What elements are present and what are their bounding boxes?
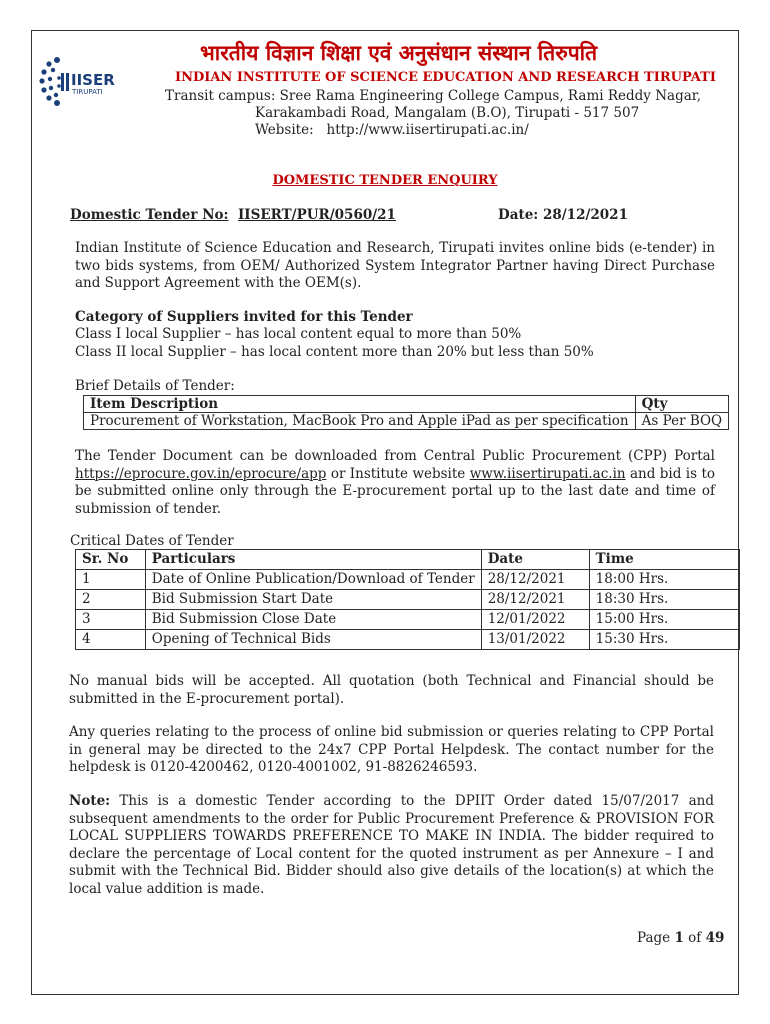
date-cell: 13/01/2022	[481, 630, 589, 650]
page-word: Page	[637, 930, 671, 946]
table-row	[76, 570, 740, 590]
tender-number-line	[70, 207, 396, 223]
page-number	[637, 930, 724, 946]
critical-dates-table	[75, 549, 740, 650]
brief-item-cell: Procurement of Workstation, MacBook Pro and Apple iPad as per specification	[84, 413, 636, 430]
institute-name: INDIAN INSTITUTE OF SCIENCE EDUCATION AND RESEARCH TIRUPATI	[175, 70, 716, 85]
date-cell: 12/01/2022	[481, 610, 589, 630]
website-line	[255, 122, 529, 138]
brief-header-row	[84, 396, 729, 413]
particulars-cell: Bid Submission Start Date	[145, 590, 481, 610]
particulars-cell: Bid Submission Close Date	[145, 610, 481, 630]
cpp-portal-link[interactable]: https://eprocure.gov.in/eprocure/app	[75, 465, 327, 482]
brief-table	[83, 395, 729, 430]
intro-paragraph: Indian Institute of Science Education and Research, Tirupati invites online bids (e-tender) in two bids systems, from OEM/ Authorized System Integrator Partner having Direct Purchase and Support Agreement with the OEM(s).	[75, 240, 715, 291]
address-line-1: Transit campus: Sree Rama Engineering College Campus, Rami Reddy Nagar,	[165, 88, 702, 104]
time-cell: 18:30 Hrs.	[589, 590, 739, 610]
srno-cell: 2	[76, 590, 146, 610]
dates-header-time: Time	[589, 550, 739, 570]
date-cell: 28/12/2021	[481, 570, 589, 590]
download-text-1: The Tender Document can be downloaded from Central Public Procurement (CPP) Portal	[75, 448, 715, 464]
note-label: Note:	[69, 793, 111, 809]
srno-cell: 4	[76, 630, 146, 650]
hindi-title: भारतीय विज्ञान शिक्षा एवं अनुसंधान संस्थान तिरुपति	[200, 41, 598, 65]
time-cell: 15:30 Hrs.	[589, 630, 739, 650]
tender-date: Date: 28/12/2021	[498, 207, 628, 223]
srno-cell: 3	[76, 610, 146, 630]
logo-sub-text: TIRUPATI	[72, 88, 103, 96]
logo-main-text: IISER	[71, 71, 115, 89]
download-paragraph	[75, 448, 715, 518]
table-row	[76, 610, 740, 630]
page-total: 49	[705, 930, 725, 946]
note-paragraph	[69, 793, 714, 898]
category-class2: Class II local Supplier – has local content more than 20% but less than 50%	[75, 344, 594, 360]
download-text-2: or Institute website	[326, 465, 470, 482]
address-line-2: Karakambadi Road, Mangalam (B.O), Tirupati - 517 507	[255, 105, 640, 121]
category-heading: Category of Suppliers invited for this Tender	[75, 309, 413, 325]
time-cell: 15:00 Hrs.	[589, 610, 739, 630]
note-text: This is a domestic Tender according to the DPIIT Order dated 15/07/2017 and subsequent amendments to the order for Public Procurement Preference & PROVISION FOR LOCAL SUPPLIERS TOWARDS PREFERENCE TO MAKE IN INDIA. The bidder required to declare the percentage of Local content for the quoted instrument as per Annexure – I and submit with the Technical Bid. Bidder should also give details of the location(s) at which the local value addition is made.	[69, 793, 714, 897]
particulars-cell: Opening of Technical Bids	[145, 630, 481, 650]
website-label: Website:	[255, 122, 314, 138]
dates-header-date: Date	[481, 550, 589, 570]
time-cell: 18:00 Hrs.	[589, 570, 739, 590]
download-text-3: and bid is to be submitted online only through the E-procurement portal up to the last date and time of submission of tender.	[75, 465, 716, 517]
particulars-cell: Date of Online Publication/Download of Tender	[145, 570, 481, 590]
page-of-word: of	[688, 930, 702, 946]
brief-header-item: Item Description	[84, 396, 636, 413]
brief-header-qty: Qty	[635, 396, 729, 413]
institute-website-link[interactable]: www.iisertirupati.ac.in	[469, 465, 626, 482]
table-row	[76, 630, 740, 650]
doc-title: DOMESTIC TENDER ENQUIRY	[272, 173, 498, 188]
table-row	[84, 413, 729, 430]
dates-header-particulars: Particulars	[145, 550, 481, 570]
tender-no-label: Domestic Tender No:	[70, 207, 229, 223]
brief-qty-cell: As Per BOQ	[635, 413, 729, 430]
date-cell: 28/12/2021	[481, 590, 589, 610]
iiser-logo	[35, 48, 125, 114]
srno-cell: 1	[76, 570, 146, 590]
website-link[interactable]: http://www.iisertirupati.ac.in/	[326, 122, 529, 138]
category-class1: Class I local Supplier – has local content equal to more than 50%	[75, 326, 522, 342]
brief-label: Brief Details of Tender:	[75, 378, 235, 394]
iiser-logo-icon	[35, 48, 125, 114]
manual-bids-paragraph: No manual bids will be accepted. All quotation (both Technical and Financial should be submitted in the E-procurement portal).	[69, 673, 714, 707]
dates-header-row	[76, 550, 740, 570]
page-current: 1	[674, 930, 684, 946]
dates-header-srno: Sr. No	[76, 550, 146, 570]
table-row	[76, 590, 740, 610]
critical-dates-label: Critical Dates of Tender	[70, 533, 234, 549]
tender-no-value: IISERT/PUR/0560/21	[237, 207, 396, 223]
queries-paragraph: Any queries relating to the process of online bid submission or queries relating to CPP Portal in general may be directed to the 24x7 CPP Portal Helpdesk. The contact number for the helpdesk is 0120-4200462, 0120-4001002, 91-8826246593.	[69, 724, 714, 775]
